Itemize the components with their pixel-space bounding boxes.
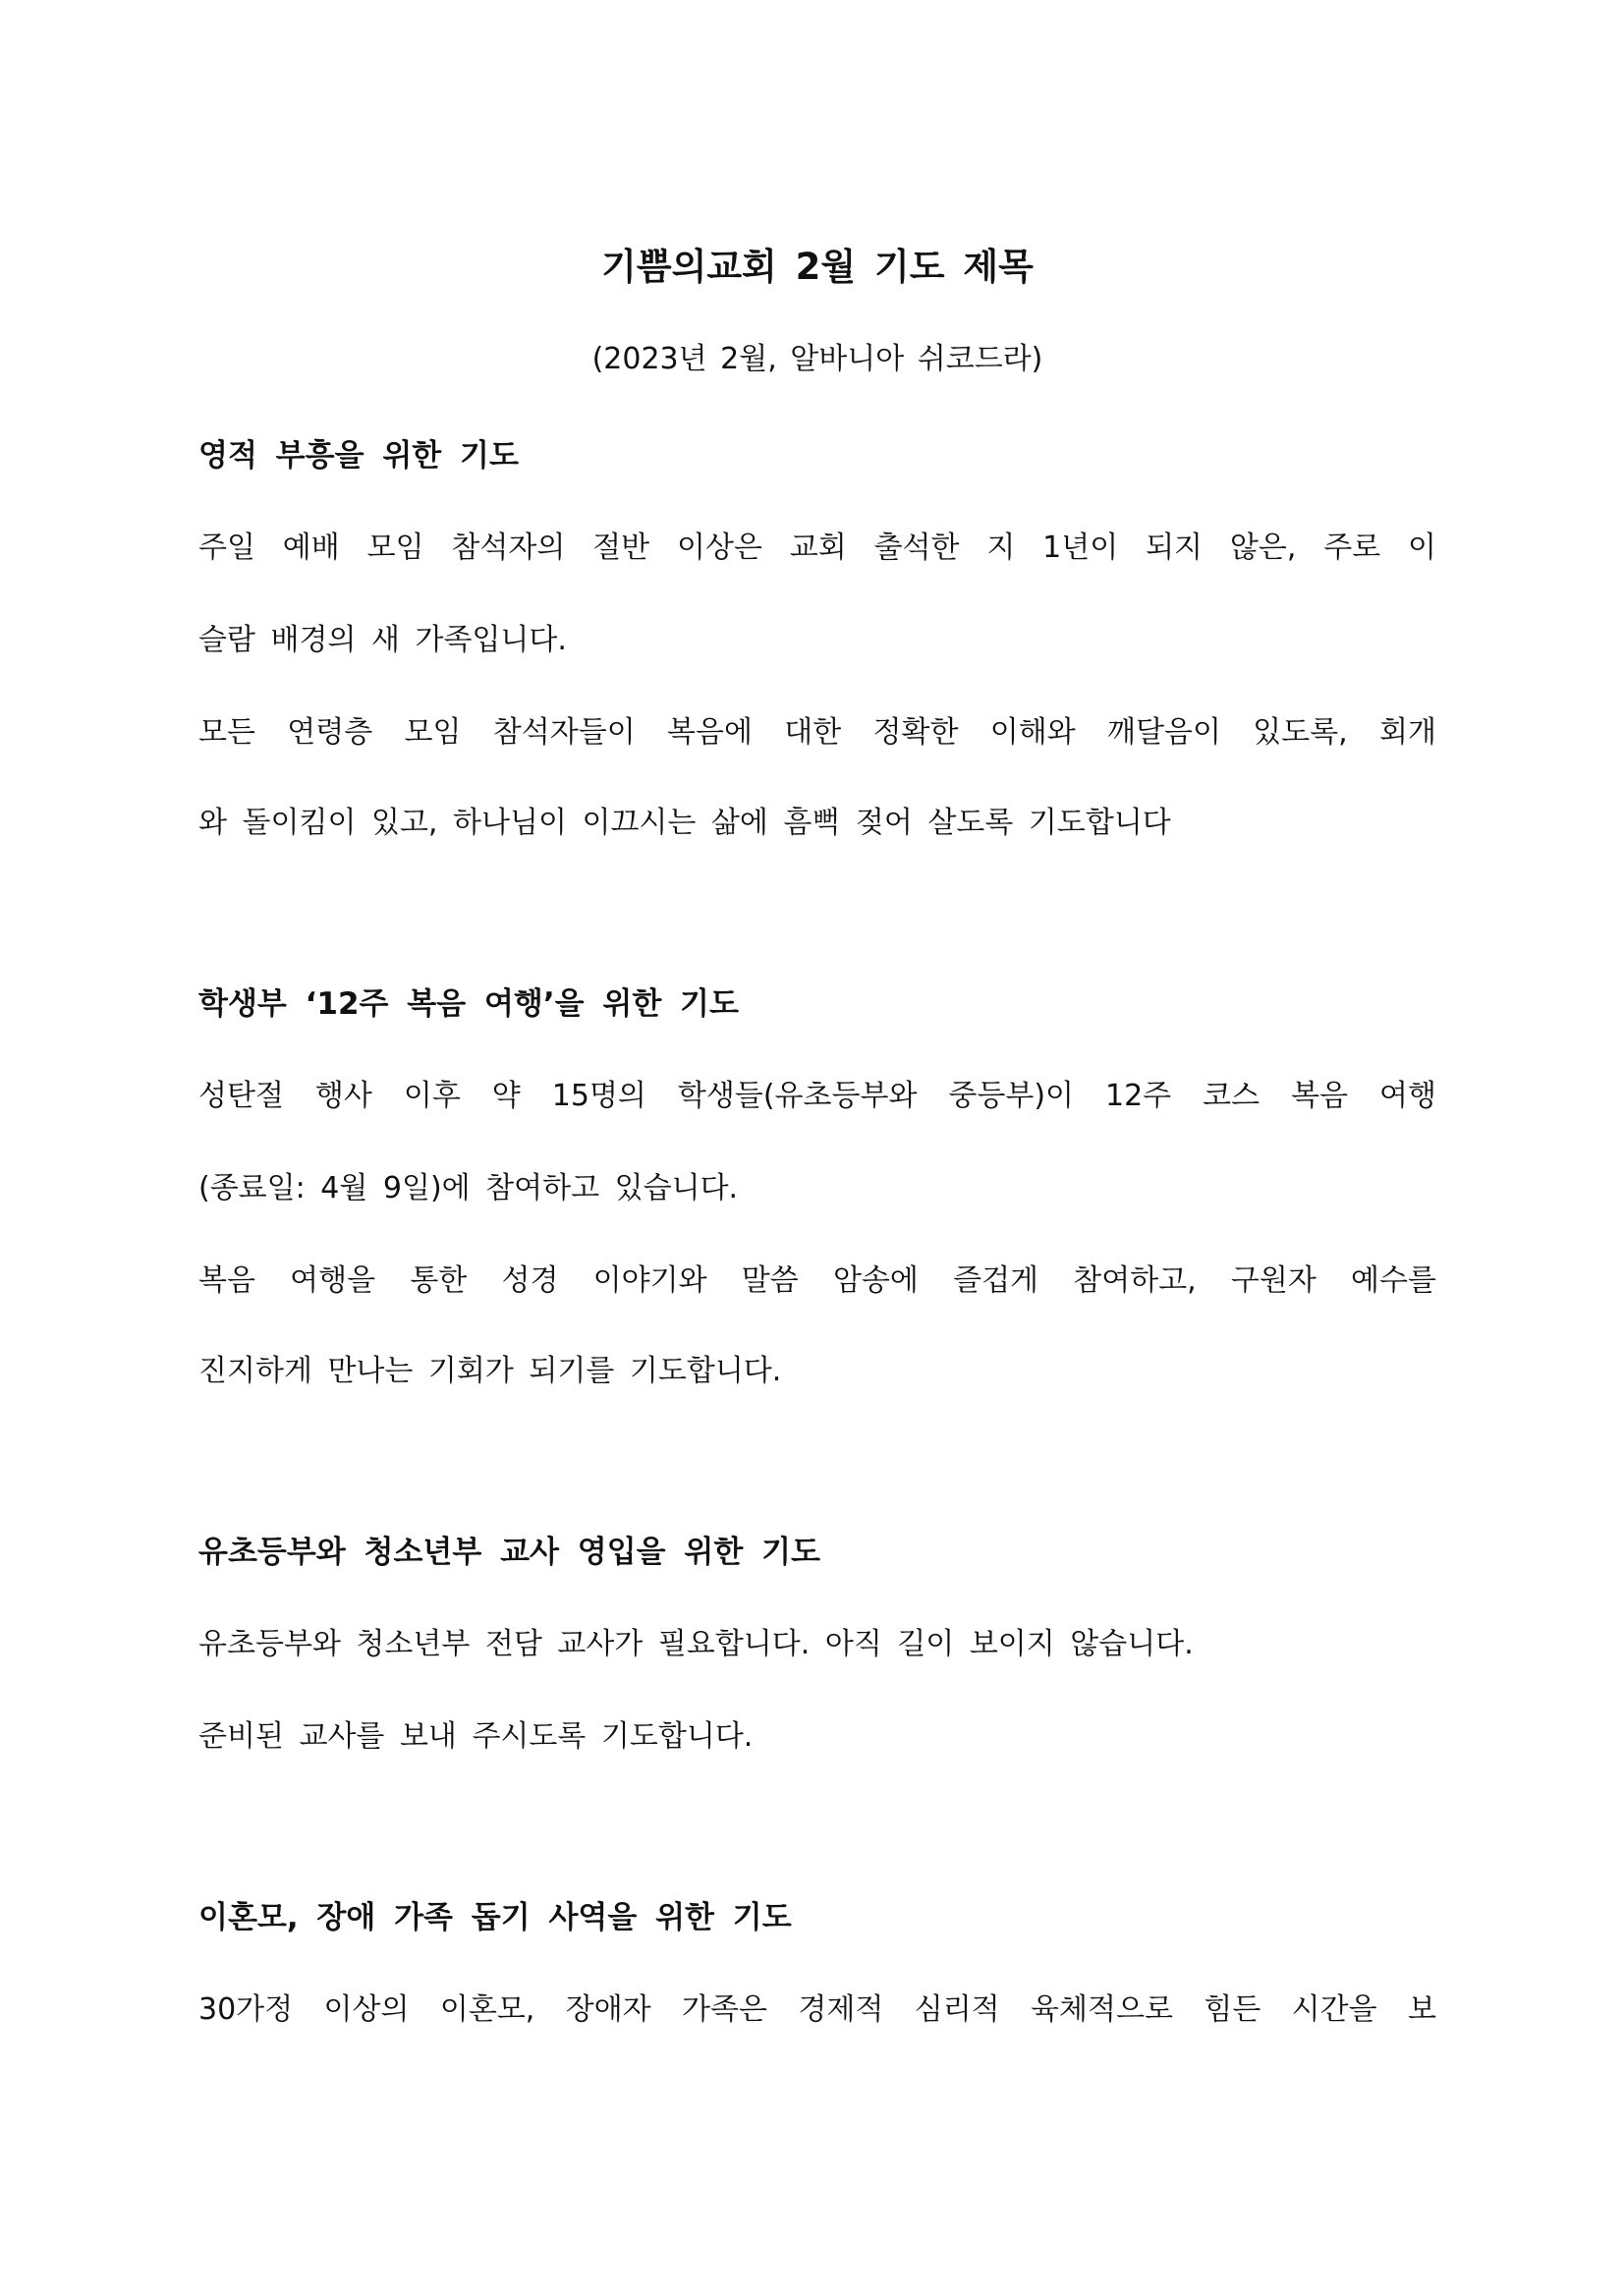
- body-line: 30가정 이상의 이혼모, 장애자 가족은 경제적 심리적 육체적으로 힘든 시간을 보: [198, 1992, 1436, 2027]
- section-heading-single-mothers-disabled-families: 이혼모, 장애 가족 돕기 사역을 위한 기도: [198, 1900, 792, 1935]
- section-heading-spiritual-revival: 영적 부흥을 위한 기도: [198, 438, 519, 474]
- body-line: 성탄절 행사 이후 약 15명의 학생들(유초등부와 중등부)이 12주 코스 복음 여행: [198, 1079, 1436, 1113]
- document-subtitle: (2023년 2월, 알바니아 쉬코드라): [591, 342, 1043, 376]
- body-line: 슬람 배경의 새 가족입니다.: [198, 623, 567, 657]
- body-line: 준비된 교사를 보내 주시도록 기도합니다.: [198, 1719, 754, 1754]
- section-heading-student-gospel-journey: 학생부 ‘12주 복음 여행’을 위한 기도: [198, 986, 739, 1022]
- body-line: 진지하게 만나는 기회가 되기를 기도합니다.: [198, 1354, 782, 1388]
- body-line: 주일 예배 모임 참석자의 절반 이상은 교회 출석한 지 1년이 되지 않은, 주로 이: [198, 531, 1436, 565]
- body-line: 복음 여행을 통한 성경 이야기와 말씀 암송에 즐겁게 참여하고, 구원자 예수를: [198, 1263, 1436, 1298]
- body-line: 와 돌이킴이 있고, 하나님이 이끄시는 삶에 흠뻑 젖어 살도록 기도합니다: [198, 806, 1171, 840]
- document-title: 기쁨의교회 2월 기도 제목: [601, 246, 1034, 288]
- body-line: 유초등부와 청소년부 전담 교사가 필요합니다. 아직 길이 보이지 않습니다.: [198, 1627, 1194, 1661]
- body-line: (종료일: 4월 9일)에 참여하고 있습니다.: [198, 1171, 739, 1205]
- section-heading-teacher-recruitment: 유초등부와 청소년부 교사 영입을 위한 기도: [198, 1535, 820, 1570]
- document-page: [198, 0, 1436, 2296]
- body-line: 모든 연령층 모임 참석자들이 복음에 대한 정확한 이해와 깨달음이 있도록, 회개: [198, 715, 1436, 750]
